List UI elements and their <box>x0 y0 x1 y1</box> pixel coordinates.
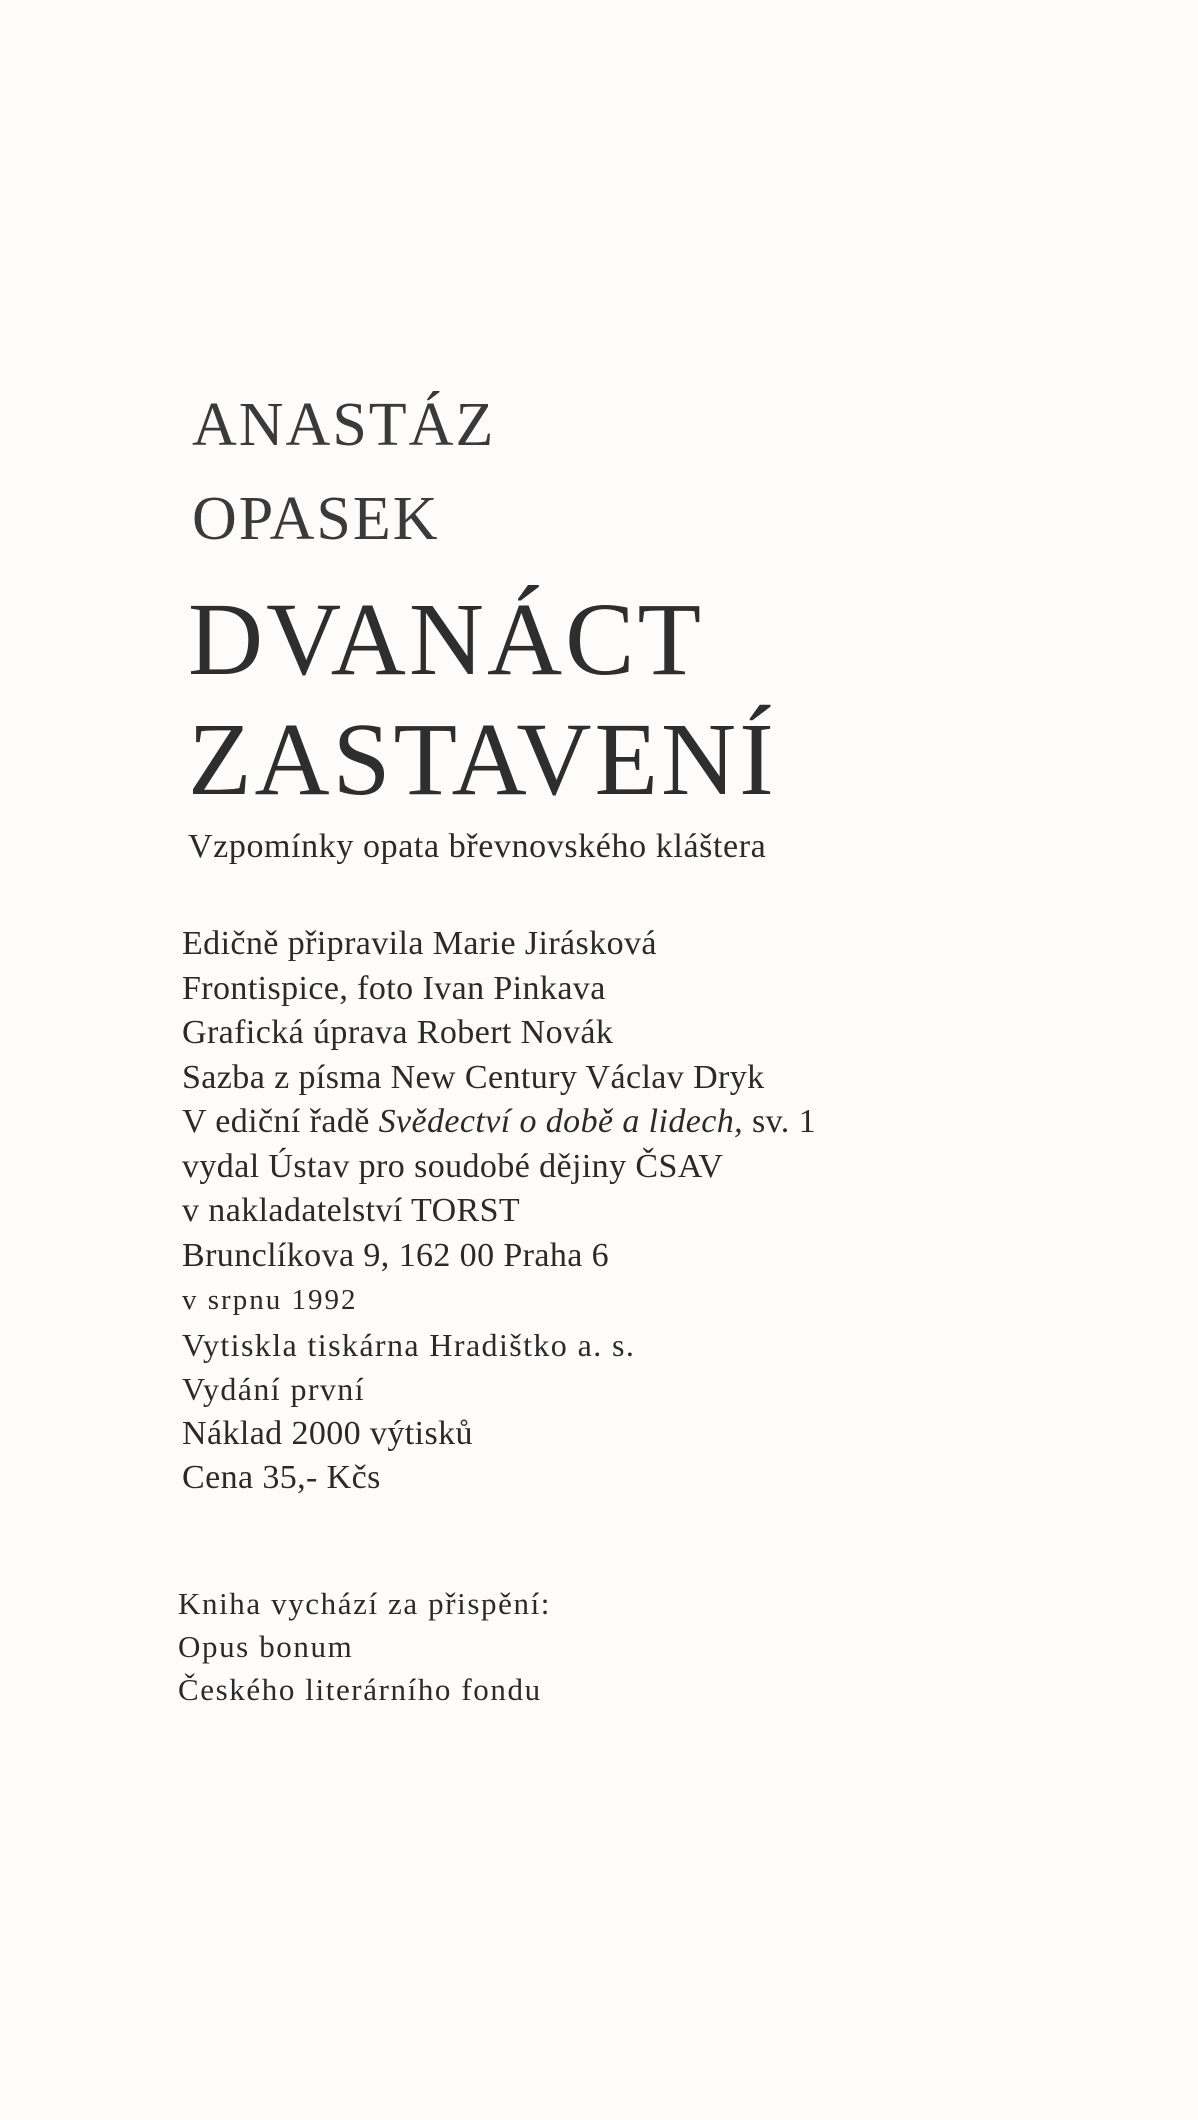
author-last-name: OPASEK <box>192 485 440 553</box>
colophon-series <box>182 1100 816 1145</box>
support-intro: Kniha vychází za přispění: <box>178 1586 552 1621</box>
colophon-address: Brunclíkova 9, 162 00 Praha 6 <box>182 1236 610 1274</box>
colophon-price: Cena 35,- Kčs <box>182 1459 381 1496</box>
series-prefix: V ediční řadě <box>182 1103 379 1140</box>
colophon-imprint: v nakladatelství TORST <box>182 1192 521 1229</box>
series-volume: sv. 1 <box>743 1103 816 1140</box>
colophon-frontispiece: Frontispice, foto Ivan Pinkava <box>182 969 606 1007</box>
colophon-typesetting: Sazba z písma New Century Václav Dryk <box>182 1058 765 1096</box>
colophon-editor: Edičně připravila Marie Jirásková <box>182 925 657 962</box>
book-title-line-2: ZASTAVENÍ <box>188 702 777 817</box>
colophon-publisher: vydal Ústav pro soudobé dějiny ČSAV <box>182 1147 724 1185</box>
colophon <box>182 922 816 1501</box>
support-sponsor-2: Českého literárního fondu <box>178 1672 542 1707</box>
book-subtitle: Vzpomínky opata břevnovského kláštera <box>188 828 767 865</box>
support-sponsor-1: Opus bonum <box>178 1629 354 1664</box>
colophon-edition: Vydání první <box>182 1371 366 1407</box>
colophon-design: Grafická úprava Robert Novák <box>182 1014 614 1051</box>
book-title-line-1: DVANÁCT <box>188 582 705 697</box>
colophon-printer: Vytiskla tiskárna Hradištko a. s. <box>182 1326 636 1363</box>
author-name <box>192 378 495 566</box>
colophon-print-run: Náklad 2000 výtisků <box>182 1414 473 1452</box>
series-name: Svědectví o době a lidech, <box>378 1103 744 1140</box>
author-first-name: ANASTÁZ <box>192 391 496 459</box>
support-note <box>178 1582 551 1711</box>
book-title <box>188 580 777 820</box>
colophon-date: v srpnu 1992 <box>182 1284 358 1316</box>
